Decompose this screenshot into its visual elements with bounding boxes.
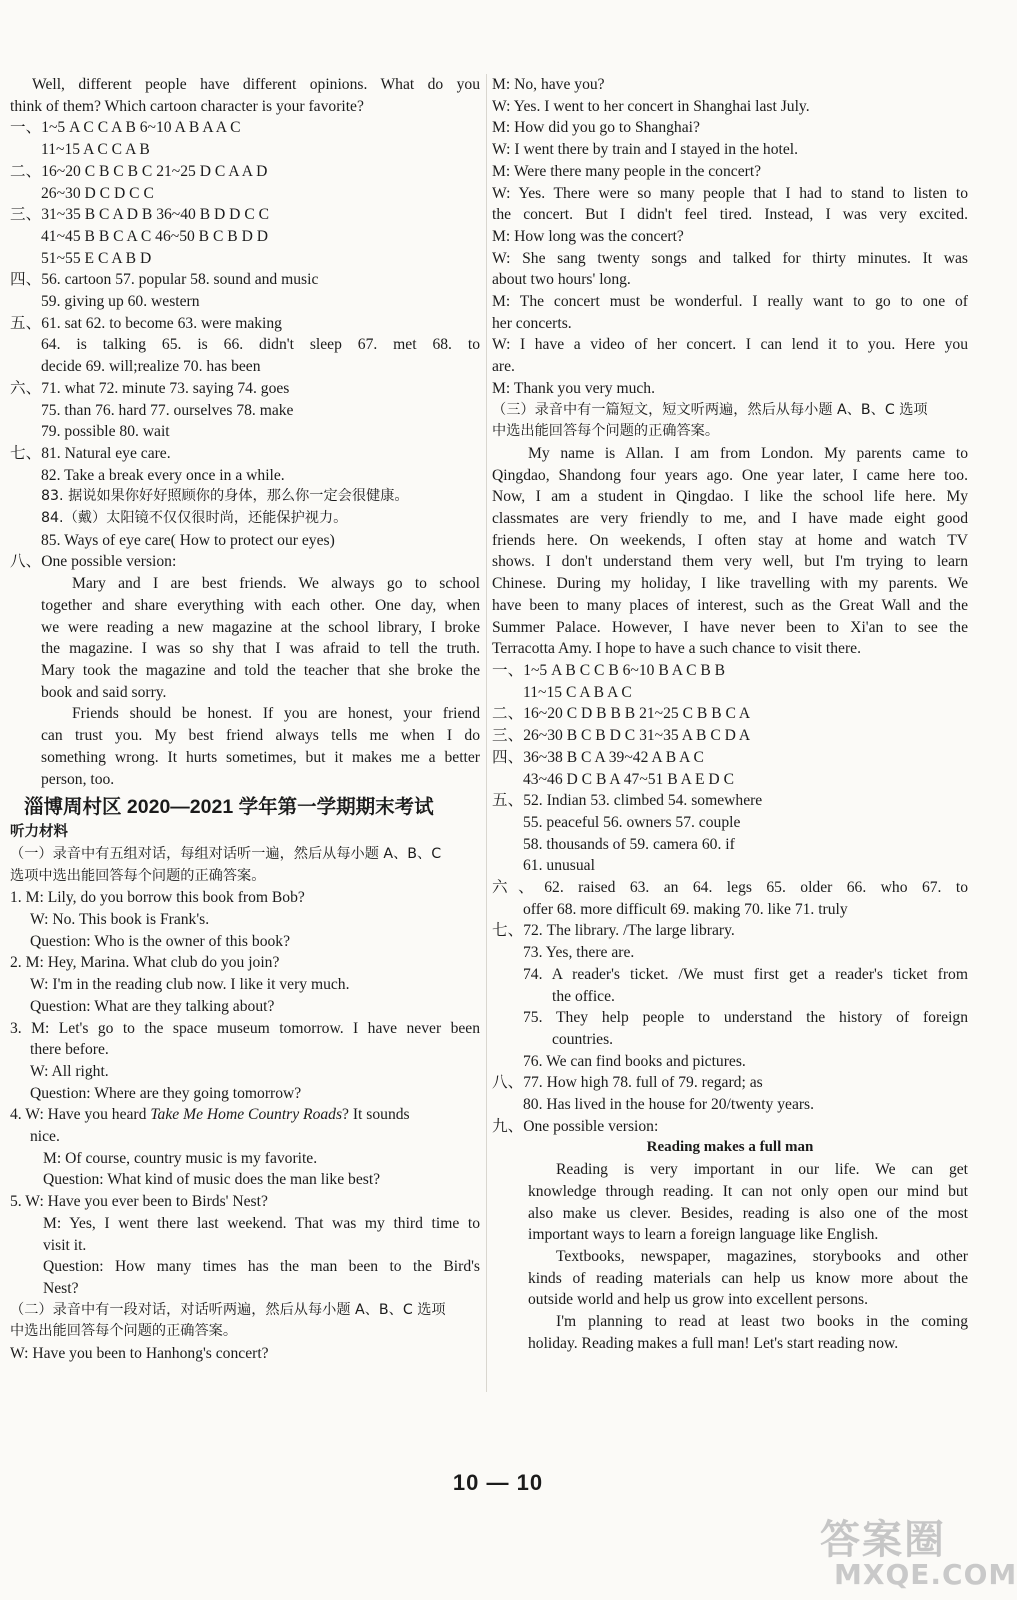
dialog-line: W: No. This book is Frank's. bbox=[30, 911, 210, 929]
essay-line: outside world and help us grow into excellent persons. bbox=[528, 1291, 868, 1309]
essay-line: can trust you. My best friend always tells me when I do bbox=[41, 727, 480, 745]
answer-line: 五、61. sat 62. to become 63. were making bbox=[10, 314, 282, 332]
answer-line: countries. bbox=[552, 1030, 614, 1048]
dialog-line: W: Have you been to Hanhong's concert? bbox=[10, 1345, 269, 1363]
answer-line: 61. unusual bbox=[523, 857, 595, 875]
passage-line: My name is Allan. I am from London. My parents came to bbox=[528, 444, 968, 462]
answer-line: 六、71. what 72. minute 73. saying 74. goes bbox=[10, 379, 290, 397]
right-column bbox=[492, 74, 968, 1354]
dialog-line: M: How long was the concert? bbox=[492, 227, 684, 245]
answer-line: 九、One possible version: bbox=[492, 1117, 659, 1135]
answer-line: 64. is talking 65. is 66. didn't sleep 67. met 68. to bbox=[41, 336, 480, 354]
dialog-line: are. bbox=[492, 358, 515, 376]
essay-line: Mary and I are best friends. We always go to school bbox=[72, 575, 480, 593]
answer-line: 74. A reader's ticket. /We must first get a reader's ticket from bbox=[523, 965, 968, 983]
answer-line: 八、One possible version: bbox=[10, 553, 177, 571]
passage-line: shows. I don't understand them very well, but I'm trying to learn bbox=[492, 553, 968, 571]
answer-line: 43~46 D C B A 47~51 B A E D C bbox=[523, 770, 734, 788]
q4-pre: 4. W: Have you heard bbox=[10, 1106, 151, 1124]
essay-line: important ways to learn a foreign language like English. bbox=[528, 1226, 879, 1244]
answer-line: 75. They help people to understand the history of foreign bbox=[523, 1009, 968, 1027]
answer-line: 11~15 A C C A B bbox=[41, 141, 150, 159]
passage-line: Terracotta Amy. I hope to have a such chance to visit there. bbox=[492, 640, 861, 658]
answer-line: 75. than 76. hard 77. ourselves 78. make bbox=[41, 401, 294, 419]
answer-line: 80. Has lived in the house for 20/twenty years. bbox=[523, 1096, 815, 1114]
intro-line: think of them? Which cartoon character is your favorite? bbox=[10, 97, 364, 115]
q4-post: ? It sounds bbox=[342, 1106, 410, 1124]
essay-line: holiday. Reading makes a full man! Let's start reading now. bbox=[528, 1334, 899, 1352]
instruction-line: 中选出能回答每个问题的正确答案。 bbox=[10, 1323, 238, 1340]
answer-line: 58. thousands of 59. camera 60. if bbox=[523, 835, 735, 853]
answer-line: offer 68. more difficult 69. making 70. like 71. truly bbox=[523, 900, 848, 918]
essay-line: Reading is very important in our life. We can get bbox=[556, 1161, 968, 1179]
dialog-line: Question: Where are they going tomorrow? bbox=[30, 1084, 302, 1102]
answer-line: 四、36~38 B C A 39~42 A B A C bbox=[492, 748, 704, 766]
answer-line: 85. Ways of eye care( How to protect our eyes) bbox=[41, 531, 335, 549]
dialog-line: 5. W: Have you ever been to Birds' Nest? bbox=[10, 1193, 268, 1211]
essay-line: person, too. bbox=[41, 770, 115, 788]
dialog-line: her concerts. bbox=[492, 314, 572, 332]
intro-line: Well, different people have different opinions. What do you bbox=[32, 76, 480, 93]
instruction-line: （一）录音中有五组对话，每组对话听一遍，然后从每小题 A、B、C bbox=[10, 845, 442, 862]
dialog-line: W: She sang twenty songs and talked for thirty minutes. It was bbox=[492, 249, 968, 267]
dialog-line: Question: What are they talking about? bbox=[30, 997, 275, 1015]
answer-line: 六、62. raised 63. an 64. legs 65. older 66. who 67. to bbox=[492, 879, 968, 897]
answer-line: 76. We can find books and pictures. bbox=[523, 1052, 746, 1070]
dialog-line: there before. bbox=[30, 1041, 109, 1059]
answer-line: 五、52. Indian 53. climbed 54. somewhere bbox=[492, 792, 763, 810]
dialog-line: M: Yes, I went there last weekend. That was my third time to bbox=[43, 1214, 480, 1232]
dialog-line: W: Yes. There were so many people that I had to stand to listen to bbox=[492, 184, 968, 202]
dialog-line: Question: What kind of music does the man like best? bbox=[43, 1171, 381, 1189]
dialog-line: W: I went there by train and I stayed in the hotel. bbox=[492, 141, 798, 159]
answer-line: 84.（戴）太阳镜不仅仅很时尚，还能保护视力。 bbox=[41, 510, 348, 527]
dialog-line: M: Were there many people in the concert? bbox=[492, 162, 762, 180]
passage-line: Summer Palace. However, I have never been to Xi'an to see the bbox=[492, 618, 968, 636]
dialog-line: W: Yes. I went to her concert in Shanghai last July. bbox=[492, 97, 810, 115]
answer-line: 一、1~5 A C C A B 6~10 A B A A C bbox=[10, 119, 241, 137]
dialog-line: W: I have a video of her concert. I can lend it to you. Here you bbox=[492, 336, 968, 354]
essay-line: Friends should be honest. If you are honest, your friend bbox=[72, 705, 480, 723]
essay-line: the magazine. I was so shy that I was afraid to tell the truth. bbox=[41, 640, 480, 658]
answer-line: the office. bbox=[552, 987, 615, 1005]
passage-line: classmates are very friendly to me, and I have made eight good bbox=[492, 510, 968, 528]
answer-line: 79. possible 80. wait bbox=[41, 423, 170, 441]
instruction-line: 选项中选出能回答每个问题的正确答案。 bbox=[10, 867, 266, 884]
passage-line: Chinese. During my holiday, I like travelling with my parents. We bbox=[492, 575, 968, 593]
dialog-line: W: I'm in the reading club now. I like it very much. bbox=[30, 976, 350, 994]
passage-line: Now, I am a student in Qingdao. I like the school life here. My bbox=[492, 488, 968, 506]
answer-line: 三、31~35 B C A D B 36~40 B D D C C bbox=[10, 206, 270, 224]
essay-title: Reading makes a full man bbox=[646, 1139, 814, 1156]
dialog-line: M: Thank you very much. bbox=[492, 379, 655, 397]
dialog-line: 1. M: Lily, do you borrow this book from Bob? bbox=[10, 889, 305, 907]
watermark-text: 答案圈 bbox=[820, 1517, 946, 1563]
answer-line: 二、16~20 C D B B B 21~25 C B B C A bbox=[492, 705, 751, 723]
left-column bbox=[10, 74, 480, 1365]
dialog-line: nice. bbox=[30, 1128, 60, 1146]
answer-line: 83. 据说如果你好好照顾你的身体，那么你一定会很健康。 bbox=[41, 488, 409, 505]
answer-line: 51~55 E C A B D bbox=[41, 249, 152, 267]
answer-line: decide 69. will;realize 70. has been bbox=[41, 358, 261, 376]
answer-line: 73. Yes, there are. bbox=[523, 944, 635, 962]
answer-line: 59. giving up 60. western bbox=[41, 293, 200, 311]
passage-line: have been to many places of interest, such as the Great Wall and the bbox=[492, 596, 968, 614]
essay-line: kinds of reading materials can help us know more about the bbox=[528, 1269, 968, 1287]
dialog-line: 3. M: Let's go to the space museum tomorrow. I have never been bbox=[10, 1019, 480, 1037]
dialog-line: Question: How many times has the man been to the Bird's bbox=[43, 1258, 480, 1276]
passage-line: Qingdao, Shandong four years ago. One year later, I came here too. bbox=[492, 466, 968, 484]
column-divider bbox=[486, 74, 487, 1392]
dialog-line: W: All right. bbox=[30, 1062, 109, 1080]
song-title: Take Me Home Country Roads bbox=[150, 1106, 343, 1124]
answer-line: 26~30 D C D C C bbox=[41, 184, 154, 202]
passage-line: friends here. On weekends, I often stay at home and watch TV bbox=[492, 531, 968, 549]
answer-line: 三、26~30 B C B D C 31~35 A B C D A bbox=[492, 727, 751, 745]
essay-line: we were reading a new magazine at the school library, I broke bbox=[41, 618, 480, 636]
dialog-line: Question: Who is the owner of this book? bbox=[30, 932, 291, 950]
dialog-line: M: No, have you? bbox=[492, 76, 605, 93]
essay-line: Mary took the magazine and told the teacher that she broke the bbox=[41, 661, 480, 679]
answer-line: 二、16~20 C B C B C 21~25 D C A A D bbox=[10, 162, 268, 180]
dialog-line: M: The concert must be wonderful. I really want to go to one of bbox=[492, 293, 968, 311]
answer-line: 41~45 B B C A C 46~50 B C B D D bbox=[41, 227, 268, 245]
essay-line: something wrong. It hurts sometimes, but it makes me a better bbox=[41, 748, 480, 766]
essay-line: also make us clever. Besides, reading is also one of the most bbox=[528, 1204, 968, 1222]
instruction-line: （二）录音中有一段对话，对话听两遍，然后从每小题 A、B、C 选项 bbox=[10, 1301, 446, 1318]
dialog-line-q4 bbox=[10, 1104, 480, 1126]
section-title: 淄博周村区 2020—2021 学年第一学期期末考试 bbox=[24, 796, 434, 819]
dialog-line: about two hours' long. bbox=[492, 271, 631, 289]
essay-line: Textbooks, newspaper, magazines, storybooks and other bbox=[556, 1247, 968, 1265]
instruction-line: （三）录音中有一篇短文，短文听两遍，然后从每小题 A、B、C 选项 bbox=[492, 401, 928, 418]
listening-label: 听力材料 bbox=[10, 824, 68, 841]
answer-line: 四、56. cartoon 57. popular 58. sound and music bbox=[10, 271, 319, 289]
answer-line: 55. peaceful 56. owners 57. couple bbox=[523, 813, 741, 831]
essay-line: together and share everything with each other. One day, when bbox=[41, 596, 480, 614]
answer-line: 七、81. Natural eye care. bbox=[10, 444, 171, 462]
dialog-line: visit it. bbox=[43, 1236, 87, 1254]
dialog-line: the concert. But I didn't feel tired. Instead, I was very excited. bbox=[492, 206, 968, 224]
dialog-line: 2. M: Hey, Marina. What club do you join? bbox=[10, 954, 280, 972]
answer-line: 一、1~5 A B C C B 6~10 B A C B B bbox=[492, 661, 726, 679]
dialog-line: M: How did you go to Shanghai? bbox=[492, 119, 700, 137]
essay-line: I'm planning to read at least two books in the coming bbox=[556, 1313, 968, 1331]
answer-line: 82. Take a break every once in a while. bbox=[41, 466, 285, 484]
page-number: 10 — 10 bbox=[452, 1470, 544, 1495]
watermark-url: MXQE.COM bbox=[834, 1558, 1017, 1591]
essay-line: book and said sorry. bbox=[41, 683, 167, 701]
watermark-logo bbox=[820, 1508, 1017, 1596]
answer-line: 八、77. How high 78. full of 79. regard; as bbox=[492, 1074, 763, 1092]
answer-line: 七、72. The library. /The large library. bbox=[492, 922, 735, 940]
answer-line: 11~15 C A B A C bbox=[523, 683, 632, 701]
dialog-line: Nest? bbox=[43, 1279, 79, 1297]
instruction-line: 中选出能回答每个问题的正确答案。 bbox=[492, 423, 720, 440]
dialog-line: M: Of course, country music is my favorite. bbox=[43, 1149, 318, 1167]
essay-line: knowledge through reading. It can not only open our mind but bbox=[528, 1182, 968, 1200]
